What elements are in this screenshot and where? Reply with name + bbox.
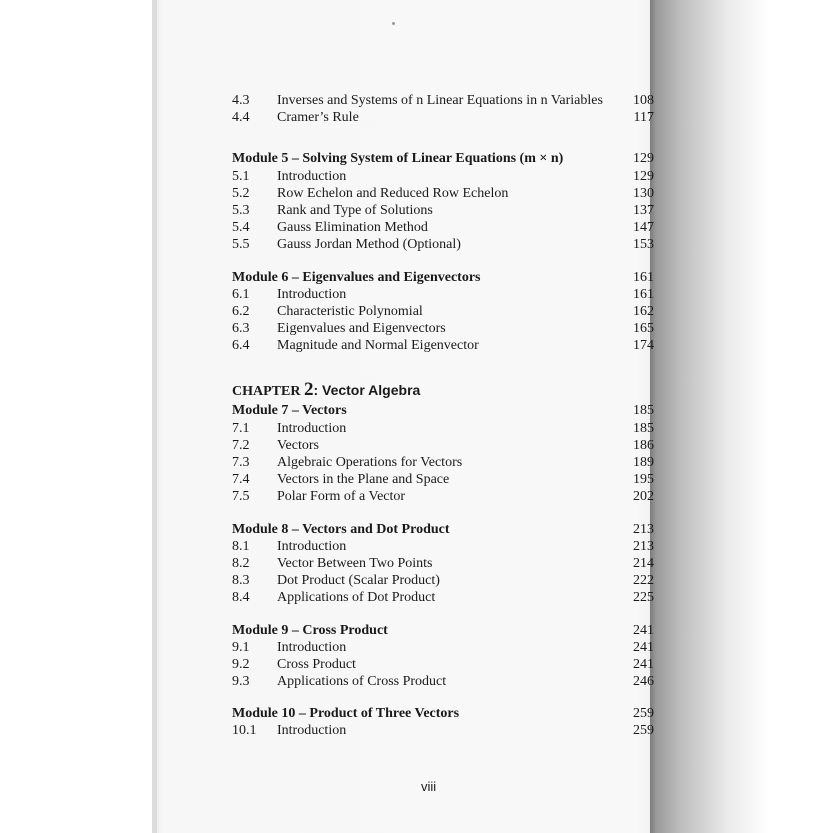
- page-margin-left: [0, 0, 157, 833]
- section-title: Gauss Elimination Method: [277, 220, 428, 236]
- section-number: 5.5: [232, 237, 250, 253]
- toc-entry: [232, 337, 654, 354]
- page-number: 161: [633, 286, 654, 302]
- page-number: 117: [633, 110, 654, 126]
- chapter-number: 2: [303, 379, 314, 401]
- toc-entry: [232, 92, 654, 109]
- section-title: Magnitude and Normal Eigenvector: [277, 338, 479, 354]
- section-number: 8.3: [232, 573, 250, 589]
- section-number: 7.2: [232, 437, 250, 453]
- page-number: 185: [633, 420, 654, 436]
- module-heading: [232, 402, 654, 419]
- toc-entry: [232, 236, 654, 253]
- section-title: Characteristic Polynomial: [277, 303, 423, 319]
- page-number: 259: [633, 706, 654, 722]
- page-number: 129: [633, 151, 654, 167]
- section-number: 7.5: [232, 489, 250, 505]
- toc-entry: [232, 656, 654, 673]
- section-number: 6.2: [232, 303, 250, 319]
- section-number: 9.2: [232, 656, 250, 672]
- section-number: 7.4: [232, 472, 250, 488]
- section-title: Dot Product (Scalar Product): [277, 573, 440, 589]
- page-number: 108: [633, 93, 654, 108]
- toc-entry: [232, 185, 654, 202]
- chapter-word: CHAPTER: [232, 384, 304, 400]
- section-number: 10.1: [232, 723, 257, 739]
- section-number: 9.1: [232, 639, 250, 655]
- section-title: Vector Between Two Points: [277, 555, 433, 571]
- toc-entry: [232, 286, 654, 303]
- page-number: 213: [633, 538, 654, 554]
- toc-entry: [232, 471, 654, 488]
- section-title: Applications of Dot Product: [277, 590, 436, 606]
- toc-entry: [232, 454, 654, 471]
- section-number: 5.4: [232, 220, 250, 236]
- page-number: 241: [633, 656, 654, 672]
- toc-entry: [232, 555, 654, 572]
- page-number: 189: [633, 455, 654, 470]
- section-number: 8.1: [232, 538, 250, 554]
- section-number: 7.1: [232, 420, 250, 436]
- section-number: 4.3: [232, 93, 250, 108]
- module-heading: [232, 705, 654, 722]
- table-of-contents: [232, 92, 654, 740]
- module-heading: [232, 521, 654, 538]
- page-number: 153: [633, 237, 654, 253]
- section-title: Cramer’s Rule: [277, 110, 359, 126]
- toc-entry: [232, 420, 654, 437]
- section-number: 4.4: [232, 110, 250, 126]
- module-title: Module 5 – Solving System of Linear Equations (m × n): [232, 151, 564, 167]
- toc-entry: [232, 437, 654, 454]
- binding-shadow: [650, 0, 833, 833]
- toc-entry: [232, 572, 654, 589]
- section-number: 6.4: [232, 338, 250, 354]
- section-number: 5.1: [232, 168, 250, 184]
- section-title: Introduction: [277, 168, 347, 184]
- module-heading: [232, 622, 654, 639]
- chapter-heading: [232, 378, 654, 402]
- section-title: Row Echelon and Reduced Row Echelon: [277, 185, 509, 201]
- module-title: Module 6 – Eigenvalues and Eigenvectors: [232, 269, 481, 285]
- module-title: Module 7 – Vectors: [232, 403, 347, 419]
- section-title: Rank and Type of Solutions: [277, 202, 433, 218]
- section-title: Vectors: [277, 437, 319, 453]
- section-number: 8.2: [232, 555, 250, 571]
- chapter-title: : Vector Algebra: [313, 382, 421, 399]
- page-number: 147: [633, 220, 654, 236]
- page-folio: viii: [421, 779, 437, 794]
- section-number: 8.4: [232, 590, 250, 606]
- toc-entry: [232, 722, 654, 739]
- toc-entry: [232, 168, 654, 185]
- section-title: Eigenvalues and Eigenvectors: [277, 321, 446, 337]
- toc-entry: [232, 639, 654, 656]
- toc-entry: [232, 488, 654, 505]
- section-number: 9.3: [232, 674, 250, 690]
- paper-speck: [392, 22, 395, 25]
- section-number: 5.2: [232, 185, 250, 201]
- section-title: Introduction: [277, 420, 347, 436]
- section-title: Introduction: [277, 723, 347, 739]
- section-title: Applications of Cross Product: [277, 674, 447, 690]
- section-title: Introduction: [277, 538, 347, 554]
- toc-entry: [232, 303, 654, 320]
- page-number: 165: [633, 321, 654, 337]
- module-heading: [232, 150, 654, 167]
- toc-entry: [232, 109, 654, 126]
- section-number: 7.3: [232, 455, 250, 470]
- page-number: 195: [633, 472, 654, 488]
- toc-entry: [232, 219, 654, 236]
- page-number: 222: [633, 573, 654, 589]
- page-number: 186: [633, 437, 654, 453]
- section-number: 5.3: [232, 202, 250, 218]
- page-number: 214: [633, 555, 654, 571]
- page-number: 202: [633, 489, 654, 505]
- section-title: Introduction: [277, 286, 347, 302]
- section-number: 6.1: [232, 286, 250, 302]
- section-title: Vectors in the Plane and Space: [277, 472, 450, 488]
- toc-entry: [232, 589, 654, 606]
- section-title: Introduction: [277, 639, 347, 655]
- section-title: Polar Form of a Vector: [277, 489, 406, 505]
- page-number: 241: [633, 639, 654, 655]
- page-number: 185: [633, 403, 654, 419]
- module-heading: [232, 269, 654, 286]
- page-number: 174: [633, 338, 654, 354]
- page-number: 225: [633, 590, 654, 606]
- module-title: Module 9 – Cross Product: [232, 622, 388, 638]
- toc-entry: [232, 538, 654, 555]
- module-title: Module 10 – Product of Three Vectors: [232, 706, 460, 722]
- page-number: 137: [633, 202, 654, 218]
- toc-entry: [232, 320, 654, 337]
- toc-entry: [232, 202, 654, 219]
- page-number: 129: [633, 168, 654, 184]
- toc-entry: [232, 673, 654, 690]
- section-title: Gauss Jordan Method (Optional): [277, 237, 461, 253]
- page-number: 161: [633, 269, 654, 285]
- page-number: 259: [633, 723, 654, 739]
- section-number: 6.3: [232, 321, 250, 337]
- page-number: 246: [633, 674, 654, 690]
- page-number: 213: [633, 521, 654, 537]
- module-title: Module 8 – Vectors and Dot Product: [232, 521, 450, 537]
- page-number: 162: [633, 303, 654, 319]
- page-number: 241: [633, 622, 654, 638]
- section-title: Algebraic Operations for Vectors: [277, 455, 463, 470]
- section-title: Cross Product: [277, 656, 356, 672]
- page-number: 130: [633, 185, 654, 201]
- section-title: Inverses and Systems of n Linear Equations in n Variables: [277, 93, 603, 108]
